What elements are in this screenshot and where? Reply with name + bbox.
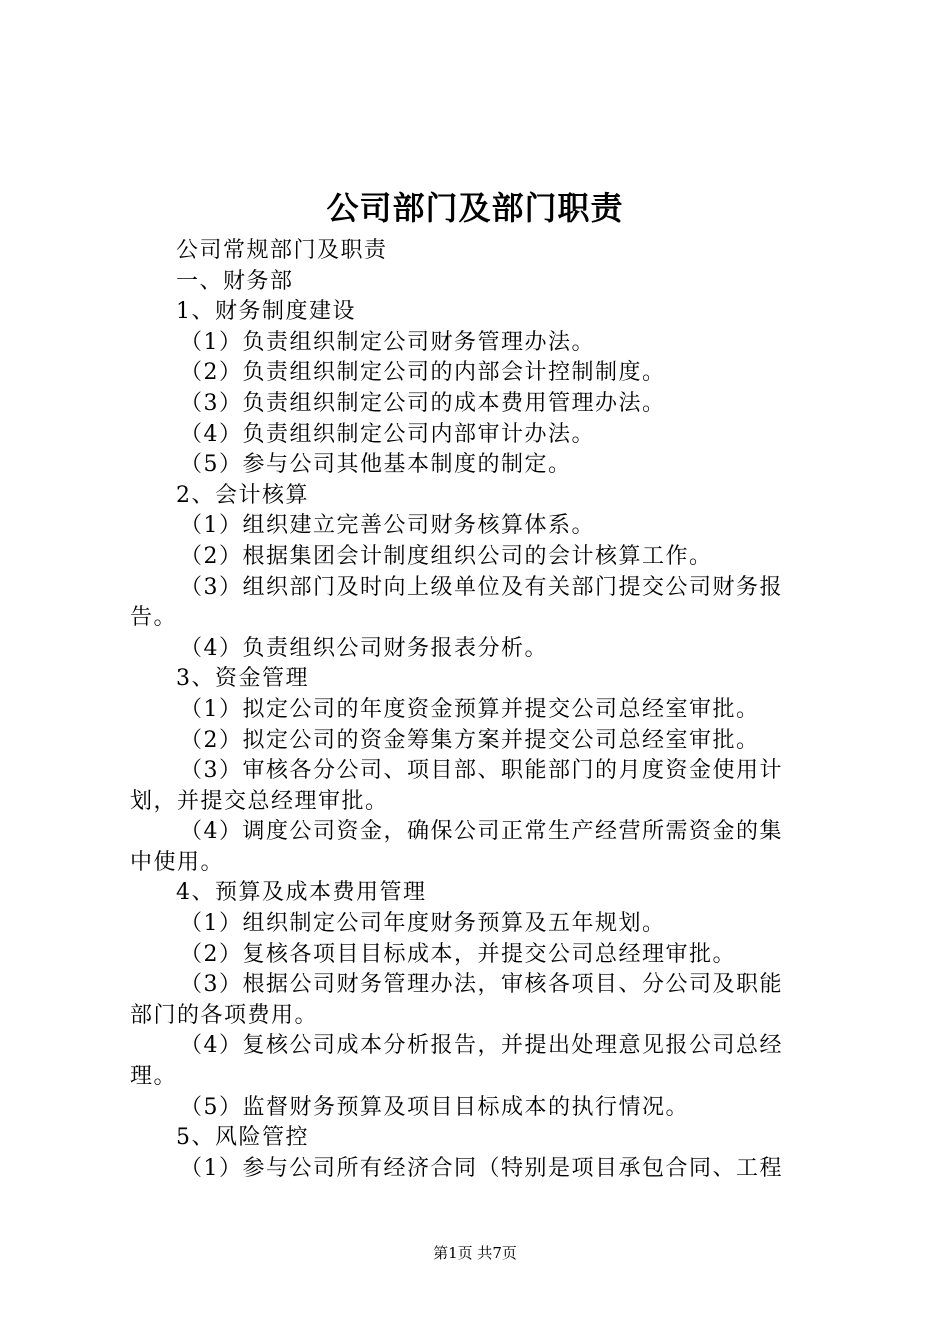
text-line: （5）监督财务预算及项目目标成本的执行情况。 (180, 1094, 689, 1120)
text-line: （2）根据集团会计制度组织公司的会计核算工作。 (180, 543, 713, 569)
text-line: （4）复核公司成本分析报告，并提出处理意见报公司总经 (180, 1033, 783, 1059)
text-line: （3）组织部门及时向上级单位及有关部门提交公司财务报 (180, 574, 783, 600)
text-line: 部门的各项费用。 (130, 1002, 319, 1028)
text-line: （1）组织建立完善公司财务核算体系。 (180, 513, 595, 539)
text-line: 一、财务部 (176, 268, 294, 294)
text-line: （1）参与公司所有经济合同（特别是项目承包合同、工程 (180, 1155, 783, 1181)
text-line: （3）负责组织制定公司的成本费用管理办法。 (180, 390, 666, 416)
text-line: （2）拟定公司的资金筹集方案并提交公司总经室审批。 (180, 727, 760, 753)
page-footer: 第1页 共7页 (433, 1244, 517, 1262)
text-line: （3）审核各分公司、项目部、职能部门的月度资金使用计 (180, 758, 783, 784)
text-line: （1）拟定公司的年度资金预算并提交公司总经室审批。 (180, 696, 760, 722)
text-line: （4）负责组织公司财务报表分析。 (180, 635, 548, 661)
text-line: 中使用。 (130, 849, 225, 875)
document-body (130, 236, 832, 1184)
text-line: （3）根据公司财务管理办法，审核各项目、分公司及职能 (180, 972, 783, 998)
text-line: （5）参与公司其他基本制度的制定。 (180, 452, 572, 478)
text-line: （2）复核各项目目标成本，并提交公司总经理审批。 (180, 941, 736, 967)
text-line: （4）调度公司资金，确保公司正常生产经营所需资金的集 (180, 819, 783, 845)
text-line: 公司常规部门及职责 (176, 238, 388, 263)
text-line: 告。 (130, 605, 178, 631)
text-line: 划，并提交总经理审批。 (130, 788, 389, 814)
text-line: （2）负责组织制定公司的内部会计控制制度。 (180, 360, 666, 386)
text-line: 1、财务制度建设 (176, 299, 356, 325)
text-line: 2、会计核算 (176, 482, 309, 508)
text-line: 5、风险管控 (176, 1125, 309, 1151)
text-line: 理。 (130, 1064, 178, 1090)
document-title: 公司部门及部门职责 (326, 189, 624, 227)
text-line: （1）负责组织制定公司财务管理办法。 (180, 329, 595, 355)
text-line: （4）负责组织制定公司内部审计办法。 (180, 421, 595, 447)
text-line: 3、资金管理 (176, 666, 309, 692)
text-line: 4、预算及成本费用管理 (176, 880, 427, 906)
text-line: （1）组织制定公司年度财务预算及五年规划。 (180, 911, 666, 937)
